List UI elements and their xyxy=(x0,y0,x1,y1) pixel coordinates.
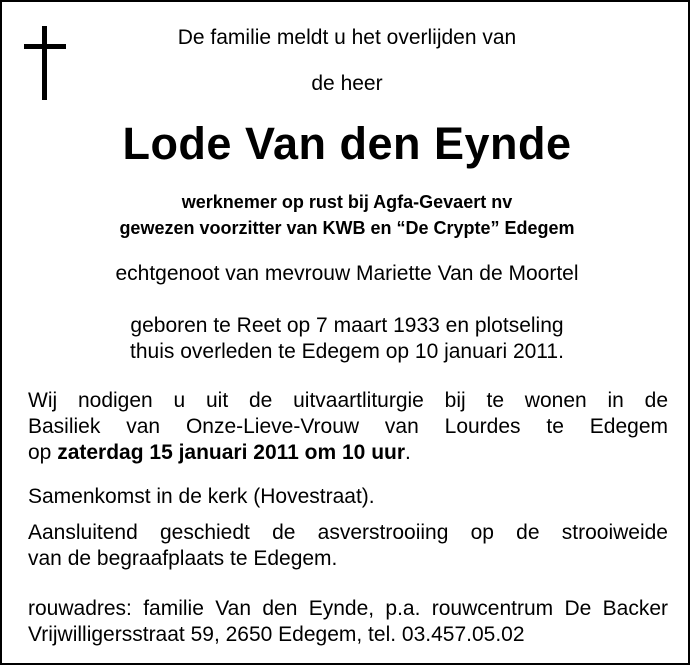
invitation-line: Wij nodigen u uit de uitvaartliturgie bij te wonen in de xyxy=(28,389,668,412)
deceased-name: Lode Van den Eynde xyxy=(122,118,572,169)
scattering-line: Aansluitend geschiedt de asverstrooiing op de strooiweide xyxy=(28,521,668,544)
scattering-line: van de begraafplaats te Edegem. xyxy=(28,547,338,570)
invitation-line: Basiliek van Onze-Lieve-Vrouw van Lourdes te Edegem xyxy=(28,415,668,438)
title-text: de heer xyxy=(311,72,383,95)
scattering-paragraph xyxy=(28,520,668,572)
funeral-datetime: zaterdag 15 januari 2011 om 10 uur xyxy=(57,441,406,464)
meeting-text: Samenkomst in de kerk (Hovestraat). xyxy=(28,485,375,508)
address-paragraph xyxy=(28,596,668,648)
address-line: Vrijwilligersstraat 59, 2650 Edegem, tel. 03.457.05.02 xyxy=(28,623,525,646)
birth-death-line: geboren te Reet op 7 maart 1933 en plotseling xyxy=(130,314,564,337)
invitation-paragraph xyxy=(28,388,668,466)
invitation-prefix: op xyxy=(28,441,58,464)
intro-text: De familie meldt u het overlijden van xyxy=(177,26,517,49)
invitation-suffix: . xyxy=(405,441,411,464)
birth-death-line: thuis overleden te Edegem op 10 januari 2011. xyxy=(130,340,564,363)
role-line: gewezen voorzitter van KWB en “De Crypte” Edegem xyxy=(119,218,575,238)
spouse-text: echtgenoot van mevrouw Mariette Van de Moortel xyxy=(115,262,579,285)
address-line: rouwadres: familie Van den Eynde, p.a. rouwcentrum De Backer xyxy=(28,597,668,620)
invitation-date-line xyxy=(28,440,668,466)
role-line: werknemer op rust bij Agfa-Gevaert nv xyxy=(181,192,513,212)
